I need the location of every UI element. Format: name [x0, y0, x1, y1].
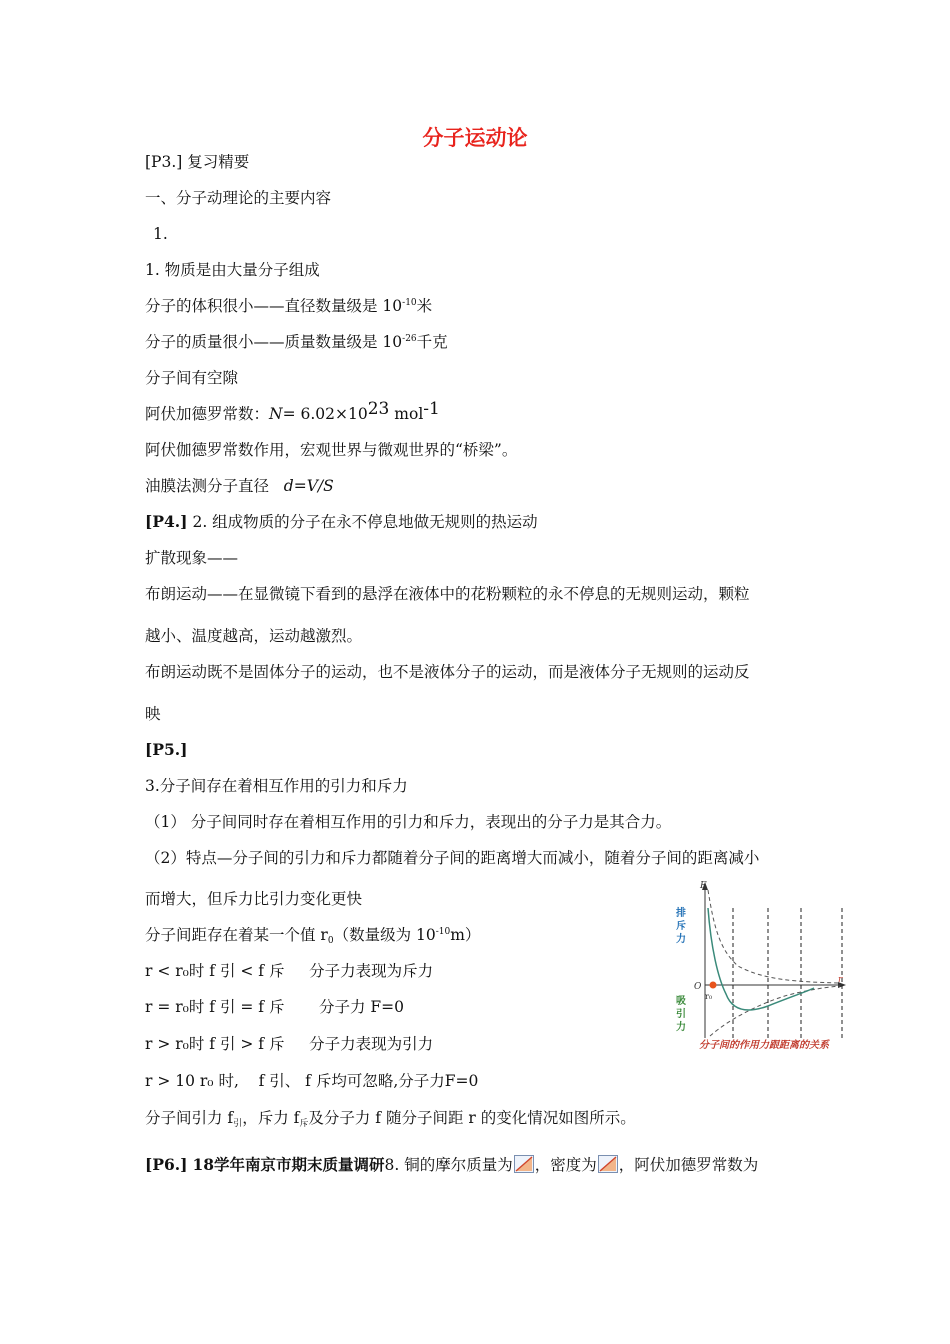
formula-image-icon: [598, 1155, 618, 1173]
item-number: 1.: [153, 225, 168, 243]
text-line: 分子的质量很小——质量数量级是 $10^{-26}$千克: [145, 333, 448, 351]
text-line: （2）特点—分子间的引力和斥力都随着分子间的距离增大而减小，随着分子间的距离减小: [145, 849, 760, 867]
text-line: 阿伏伽德罗常数作用，宏观世界与微观世界的“桥梁”。: [145, 441, 518, 459]
item-heading: 3.分子间存在着相互作用的引力和斥力: [145, 777, 408, 795]
text-line: r > 10 r₀ 时, f 引、 f 斥均可忽略,分子力F=0: [145, 1072, 479, 1090]
item-heading: 1. 物质是由大量分子组成: [145, 261, 320, 279]
page-tag: [P6.]: [145, 1155, 188, 1174]
text-line: 扩散现象——: [145, 549, 239, 567]
text-line: 映: [145, 705, 161, 723]
source: 18学年南京市期末质量调研: [192, 1155, 385, 1174]
page-title: 分子运动论: [422, 126, 528, 150]
r0-label: r₀: [705, 992, 713, 1001]
text-line: r < r₀时 f 引 < f 斥 分子力表现为斥力: [145, 962, 434, 980]
text-line: r = r₀时 f 引 = f 斥 分子力 F=0: [145, 998, 404, 1016]
origin-label: O: [694, 982, 702, 992]
formula: d=V/S: [283, 477, 334, 495]
text-line: 布朗运动既不是固体分子的运动，也不是液体分子的运动，而是液体分子无规则的运动反: [145, 663, 750, 681]
text-line: 分子间距存在着某一个值 $r_0$（数量级为 $10^{-10}m$）: [145, 926, 481, 946]
net-force-curve: [708, 908, 814, 1010]
text-line: （1） 分子间同时存在着相互作用的引力和斥力，表现出的分子力是其合力。: [145, 813, 672, 831]
page-tag: [P3.]: [145, 153, 183, 171]
text-line: 油膜法测分子直径 d=V/S: [145, 477, 334, 495]
text-line: 越小、温度越高，运动越激烈。: [145, 627, 363, 645]
page-tag: [P5.]: [145, 740, 188, 759]
avogadro-line: 阿伏加德罗常数：N= 6.02×1023 mol-1: [145, 399, 440, 423]
section-p4: [P4.] 2. 组成物质的分子在永不停息地做无规则的热运动: [145, 512, 538, 531]
r-axis-label: r: [838, 975, 843, 985]
section-heading: 一、分子动理论的主要内容: [145, 189, 332, 207]
text-line: 分子间引力 $f_引$，斥力 $f_斥$及分子力 f 随分子间距 r 的变化情况如图所示。: [145, 1109, 636, 1129]
text-line: 分子的体积很小——直径数量级是 $10^{-10}$米: [145, 297, 433, 315]
f-axis-label: F: [700, 881, 707, 891]
section-p3: [145, 152, 249, 172]
r0-marker: [710, 982, 717, 989]
attraction-curve: [710, 986, 840, 1036]
text-line: 分子间有空隙: [145, 369, 239, 387]
page-tag: [P4.]: [145, 512, 188, 531]
force-distance-figure: [668, 878, 848, 1056]
attraction-label: 吸引力: [676, 996, 686, 1033]
text-line: 布朗运动——在显微镜下看到的悬浮在液体中的花粉颗粒的永不停息的无规则运动，颗粒: [145, 585, 750, 603]
text-line: r > r₀时 f 引 > f 斥 分子力表现为引力: [145, 1035, 434, 1053]
repulsion-curve: [708, 890, 840, 983]
heading: 复习精要: [187, 153, 250, 171]
formula-image-icon: [514, 1155, 534, 1173]
section-p6: [P6.] 18学年南京市期末质量调研8. 铜的摩尔质量为 ，密度为 ，阿伏加德罗常数为: [145, 1155, 759, 1174]
text-line: 而增大，但斥力比引力变化更快: [145, 890, 363, 908]
repulsion-label: 排斥力: [676, 908, 686, 945]
figure-caption: 分子间的作用力跟距离的关系: [699, 1040, 829, 1051]
